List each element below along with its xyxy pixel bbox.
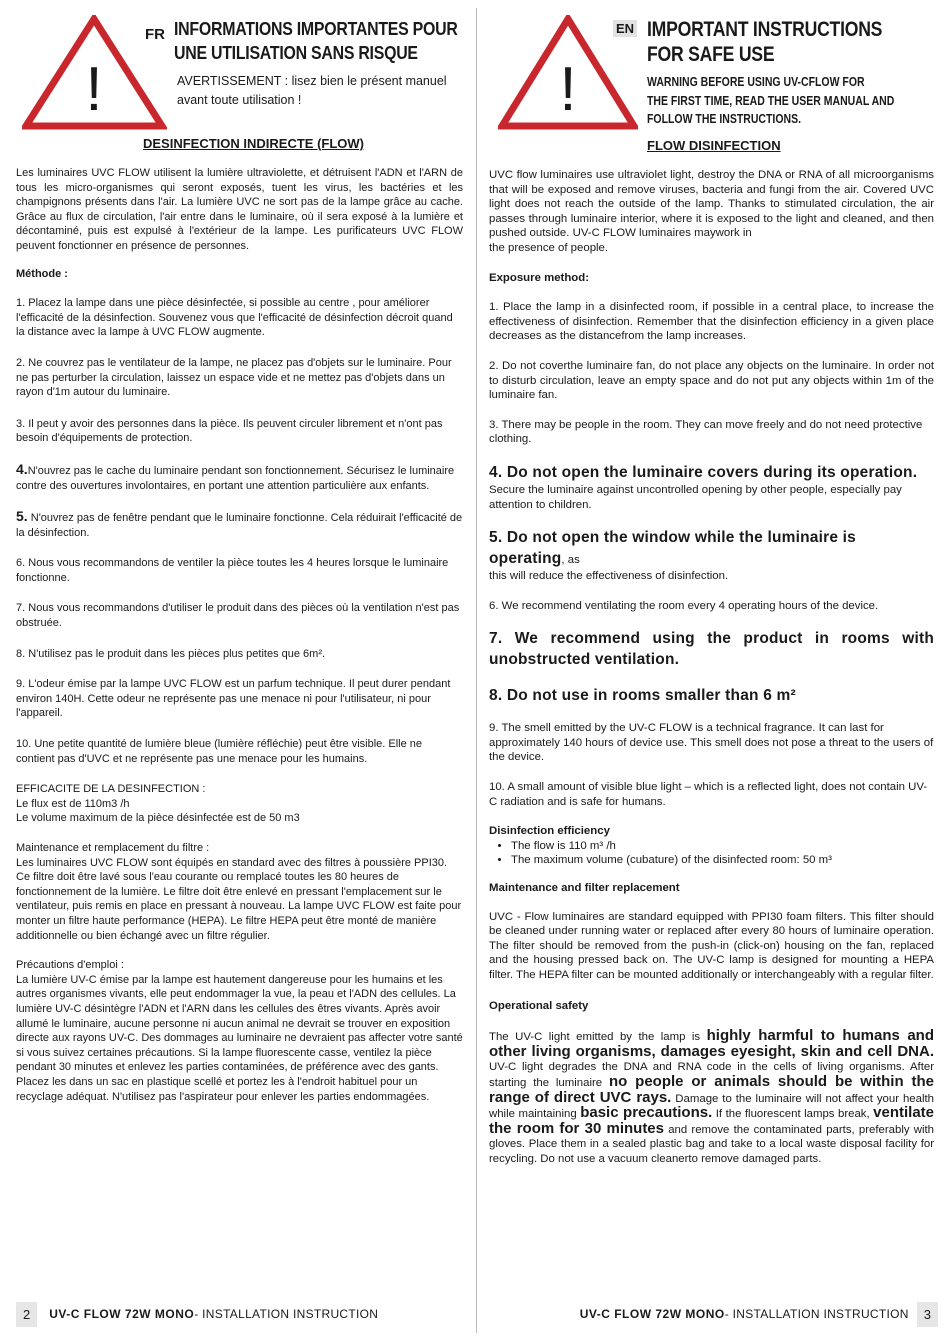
item-number: 8. — [16, 647, 26, 660]
item-number: 6. — [16, 557, 26, 570]
english-body — [489, 168, 934, 1167]
title-line: INFORMATIONS IMPORTANTES POUR — [174, 18, 458, 39]
list-item-heading: 4. Do not open the luminaire covers during its operation. — [489, 463, 918, 481]
item-number: 4. — [16, 460, 28, 477]
warning-line: FOLLOW THE INSTRUCTIONS. — [647, 112, 801, 126]
item-text: Une petite quantité de lumière bleue (lumière réfléchie) peut être visible. Elle ne contient pas d'UVC et ne représente pas une menace pour les humains. — [16, 738, 423, 765]
footer-product: UV-C FLOW 72W MONO — [49, 1307, 195, 1321]
efficiency-list — [489, 839, 934, 868]
item-text: Il peut y avoir des personnes dans la pièce. Ils peuvent circuler librement et n'ont pas besoin d'équipements de protection. — [16, 417, 443, 445]
list-item — [16, 509, 463, 540]
list-item — [16, 647, 463, 662]
precautions-text: La lumière UV-C émise par la lampe est hautement dangereuse pour les humains et les autres organismes vivants, elle peut endommager la vue, la peau et l'ADN des cellules. La lumière UV-C désintègre l'ADN et l'ARN dans les cellules des êtres vivants. Après avoir allumé le luminaire, aucune personne ni aucun animal ne devrait se trouver en exposition directe aux rayons UV-C. Des dommages au luminaire ne devraient pas affecter votre santé si vous suivez certaines précautions. Si la lampe fluorescente casse, ventilez la pièce pendant 30 minutes et enlevez les parties contaminées, de préférence avec des gants. Placez les dans un sac en plastique scellé et portez les à l'endroit habituel pour un recyclage adéquat. N'utilisez pas l'aspirateur pour enlever les parties endommagées. — [16, 973, 463, 1103]
text-run: Damage to the luminaire will not affect your health while maintaining — [489, 1092, 934, 1121]
title-line: UNE UTILISATION SANS RISQUE — [174, 42, 418, 63]
list-item: 2. Do not coverthe luminaire fan, do not place any objects on the luminaire. In order not to disturb circulation, leave an empty space and do not put any objects within 1m of the luminaire fan. — [489, 359, 934, 402]
list-item: 6. We recommend ventilating the room every 4 operating hours of the device. — [489, 599, 879, 612]
exposure-heading: Exposure method: — [489, 271, 589, 284]
item-tail: , as — [561, 554, 580, 567]
item-text: L'odeur émise par la lampe UVC FLOW est un parfum technique. Il peut durer pendant environ 140H. Cette odeur ne représente pas une menace ni pour l'utilisateur, ni pour l'appareil. — [16, 678, 451, 720]
list-item-heading — [489, 527, 934, 569]
efficiency-flow: • The flow is 110 m³ /h — [511, 839, 934, 854]
section-heading: DESINFECTION INDIRECTE (FLOW) — [143, 136, 364, 151]
french-body — [16, 166, 463, 1104]
list-item — [16, 296, 463, 340]
efficiency-flow: Le flux est de 110m3 /h — [16, 797, 130, 810]
efficiency-volume: • The maximum volume (cubature) of the disinfected room: 50 m³ — [511, 853, 934, 868]
efficiency-volume: Le volume maximum de la pièce désinfectée est de 50 m3 — [16, 812, 300, 825]
svg-text:!: ! — [559, 55, 577, 124]
list-item — [16, 356, 463, 400]
page-footer — [580, 1300, 938, 1328]
page-title — [174, 17, 466, 65]
item-heading: 5. Do not open the window while the luminaire is operating — [489, 529, 856, 568]
page-number: 3 — [917, 1302, 938, 1327]
item-text: N'utilisez pas le produit dans les pièces plus petites que 6m². — [25, 647, 326, 660]
list-item — [16, 462, 463, 493]
text-run: If the fluorescent lamps break, — [712, 1108, 874, 1121]
efficiency-heading: Disinfection efficiency — [489, 825, 610, 838]
list-item: 3. There may be people in the room. They can move freely and do not need protective clothing. — [489, 418, 923, 446]
list-item: Secure the luminaire against uncontrolled opening by other people, especially pay attention to children. — [489, 483, 902, 511]
footer-title: - INSTALLATION INSTRUCTION — [194, 1307, 379, 1321]
efficiency-heading: EFFICACITE DE LA DESINFECTION : — [16, 783, 206, 796]
method-heading: Méthode : — [16, 267, 68, 280]
item-text: N'ouvrez pas le cache du luminaire pendant son fonctionnement. Sécurisez le luminaire contre des ouvertures involontaires, en portant une attention particulière aux enfants. — [16, 464, 455, 492]
list-item: this will reduce the effectiveness of disinfection. — [489, 570, 729, 583]
list-item — [16, 737, 463, 766]
title-line: IMPORTANT INSTRUCTIONS — [647, 18, 883, 41]
title-line: FOR SAFE USE — [647, 43, 775, 66]
text-run: UV-C light degrades the DNA and RNA code in the cells of living organisms. After starting the luminaire — [489, 1061, 934, 1089]
maintenance-heading: Maintenance and filter replacement — [489, 882, 680, 895]
warning-line: WARNING BEFORE USING UV-CFLOW FOR — [647, 75, 865, 89]
list-item: 10. A small amount of visible blue light – which is a reflected light, does not contain UV-C radiation and is safe for humans. — [489, 781, 928, 808]
item-text: Ne couvrez pas le ventilateur de la lampe, ne placez pas d'objets sur le luminaire. Pour ne pas perturber la circulation, laissez un espace vide et ne mettez pas d'objets dans un rayon d'1m autour du luminaire. — [16, 356, 452, 399]
list-item-heading: 7. We recommend using the product in rooms with unobstructed ventilation. — [489, 630, 934, 669]
item-text: Nous vous recommandons de ventiler la pièce toutes les 4 heures lorsque le luminaire fonctionne. — [16, 557, 449, 584]
intro-paragraph: UVC flow luminaires use ultraviolet light, destroy the DNA or RNA of all microorganisms that will be exposed and remove viruses, bacteria and fungi from the air. Covered UVC light does not reach the outside of the lamp. Thanks to stimulated circulation, the air passes through luminaire interior, where it is exposed to the light and cleaned, and then pushed outside. UV-C FLOW luminaires maywork in — [489, 169, 934, 240]
intro-end: the presence of people. — [489, 241, 609, 254]
emphasis: basic precautions. — [580, 1104, 713, 1122]
footer-product: UV-C FLOW 72W MONO — [579, 1307, 725, 1321]
page-number: 2 — [16, 1302, 37, 1327]
page-footer — [16, 1300, 378, 1328]
list-item — [16, 556, 463, 585]
list-item: 9. The smell emitted by the UV-C FLOW is a technical fragrance. It can last for approximately 140 hours of device use. This smell does not pose a threat to the users of the device. — [489, 722, 934, 764]
list-item — [16, 677, 463, 721]
english-column — [477, 0, 950, 1342]
language-label: FR — [145, 26, 165, 43]
list-item — [16, 417, 463, 446]
text-run: The UV-C light emitted by the lamp is — [489, 1031, 707, 1044]
maintenance-text: UVC - Flow luminaires are standard equipped with PPI30 foam filters. This filter should be cleaned under running water or replaced after every 80 hours of luminaire operation. The filter should be removed from the push-in (click-on) housing on the fan, replaced and the housing pressed back on. The UV-C lamp is designed for mounting a HEPA filter. The HEPA filter can be mounted additionally or interchangeably with a regular filter. — [489, 910, 934, 981]
emphasis: highly harmful to humans and other living organisms, damages eyesight, skin and cell DNA. — [489, 1027, 934, 1060]
warning-text — [647, 73, 941, 129]
item-number: 2. — [16, 356, 26, 369]
item-number: 1. — [16, 297, 26, 310]
emphasis: no people or animals should be within the range of direct UVC rays. — [489, 1072, 934, 1106]
footer-title: - INSTALLATION INSTRUCTION — [724, 1307, 909, 1321]
maintenance-heading: Maintenance et remplacement du filtre : — [16, 842, 210, 854]
list-item-heading: 8. Do not use in rooms smaller than 6 m² — [489, 687, 796, 705]
emphasis: ventilate the room for 30 minutes — [489, 1104, 934, 1137]
page-title — [647, 17, 899, 67]
item-number: 3. — [16, 417, 26, 430]
item-number: 5. — [16, 508, 28, 525]
language-label: EN — [613, 20, 637, 37]
section-heading: FLOW DISINFECTION — [647, 138, 781, 153]
list-item — [16, 601, 463, 630]
text-run: and remove the contaminated parts, preferably with gloves. Place them in a sealed plastic bag and take to a local waste disposal facility for recycling. Do not use a vacuum cleanerto remove damaged parts. — [489, 1123, 934, 1165]
intro-paragraph: Les luminaires UVC FLOW utilisent la lumière ultraviolette, et détruisent l'ADN et l'ARN de tous les micro-organismes qui seront exposés, tuent les virus, les bactéries et les champignons présents dans l'air. La lumière UVC ne sort pas de la lampe grâce au cache. Grâce au flux de circulation, l'air entre dans le luminaire, où il sera exposé à la lumière et décontaminé, puis est expulsé à l'extérieur de la lampe. Les purificateurs UVC FLOW peuvent fonctionner en présence de personnes. — [16, 167, 463, 252]
list-item: 1. Place the lamp in a disinfected room, if possible in a central place, to increase the effectiveness of disinfection. Remember that the disinfection efficiency in a given place decreases as the distancefrom the lamp increases. — [489, 301, 934, 343]
item-number: 7. — [16, 602, 26, 615]
operational-safety-heading: Operational safety — [489, 999, 589, 1012]
item-text: N'ouvrez pas de fenêtre pendant que le luminaire fonctionne. Cela réduirait l'efficacité de la désinfection. — [16, 512, 463, 539]
item-number: 9. — [16, 678, 26, 691]
maintenance-text: Les luminaires UVC FLOW sont équipés en standard avec des filtres à poussière PPI30. Ce filtre doit être lavé sous l'eau courante ou remplacé toutes les 80 heures de fonctionnement de la lumière. Le filtre doit être enlevé en pressant l'emplacement sur le ventilateur, puis remis en place en pressant à nouveau. La lampe UVC FLOW est faite pour monter un filtre haute performance (HEPA). Le filtre HEPA peut être monté de manière additionnelle ou bien échangé avec un filtre régulier. — [16, 856, 462, 942]
warning-line: AVERTISSEMENT : lisez bien le présent manuel — [177, 74, 447, 88]
item-text: Placez la lampe dans une pièce désinfectée, si possible au centre , pour améliorer l'efficacité de la désinfection. Souvenez vous que l'efficacité de désinfection décroit quand la distance avec la lampe à UVC FLOW augmente. — [16, 297, 453, 339]
precautions-heading: Précautions d'emploi : — [16, 959, 124, 972]
warning-text — [177, 72, 462, 110]
item-text: Nous vous recommandons d'utiliser le produit dans des pièces où la ventilation n'est pas obstruée. — [16, 602, 460, 630]
item-number: 10. — [16, 738, 32, 751]
svg-text:!: ! — [85, 55, 103, 124]
warning-line: avant toute utilisation ! — [177, 93, 302, 107]
warning-line: THE FIRST TIME, READ THE USER MANUAL AND — [647, 93, 895, 108]
operational-safety-text — [489, 1029, 934, 1166]
